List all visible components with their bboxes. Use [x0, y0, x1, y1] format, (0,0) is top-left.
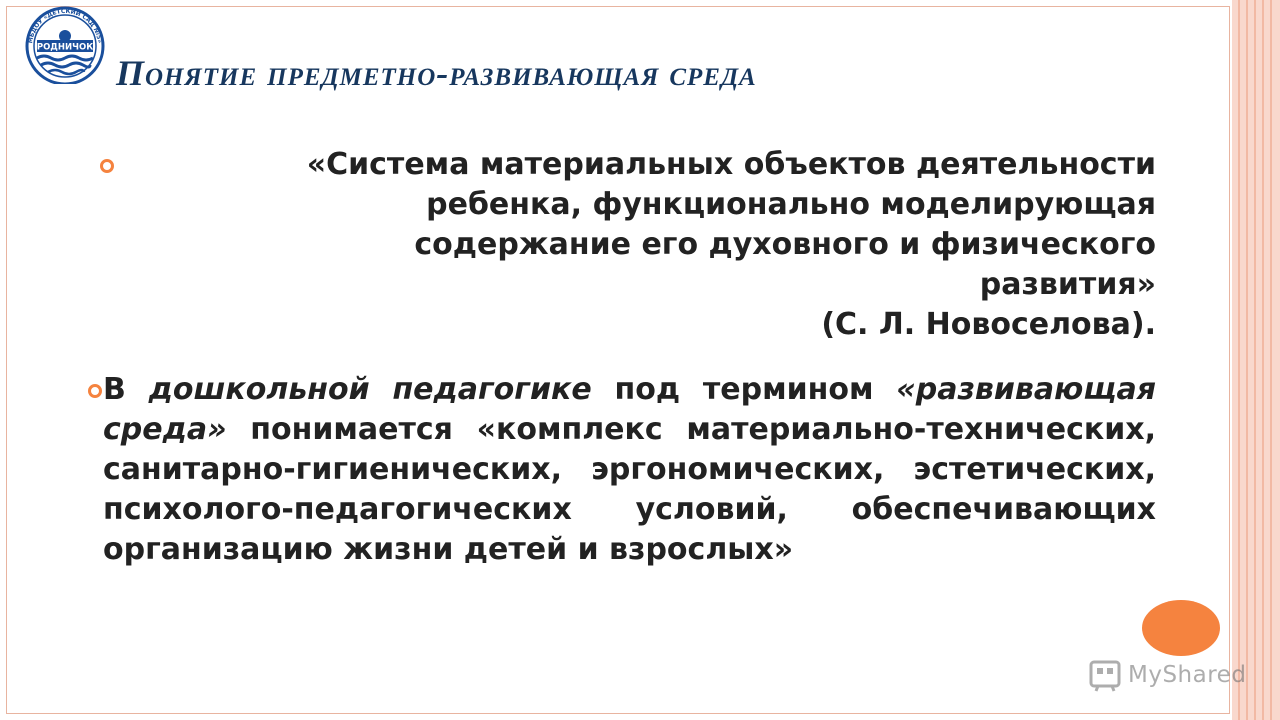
definition-paragraph: [103, 370, 1156, 570]
logo-name: РОДНИЧОК: [36, 42, 94, 53]
definition-quote: [122, 145, 1156, 345]
decorative-circle: [1142, 600, 1220, 656]
paragraph-segment: под термином: [591, 372, 897, 407]
bullet-dot-icon: [88, 384, 102, 398]
paragraph-segment-italic: дошкольной педагогике: [148, 372, 592, 407]
quote-line: ребенка, функционально моделирующая: [426, 187, 1156, 222]
paragraph-segment: В: [103, 372, 149, 407]
quote-line: развития»: [979, 267, 1156, 302]
slide-frame: [6, 6, 1230, 714]
quote-author: (С. Л. Новоселова).: [821, 307, 1156, 342]
quote-line: содержание его духовного и физического: [414, 227, 1156, 262]
quote-line: «Система материальных объектов деятельности: [306, 147, 1156, 182]
watermark-text: MyShared: [1128, 662, 1247, 688]
paragraph-segment-italic: «развивающая среда»: [103, 372, 1156, 447]
slide-title: Понятие предметно-развивающая среда: [116, 53, 757, 93]
bullet-dot-icon: [100, 159, 114, 173]
logo-arc-text: МБДОУ «ДЕТСКИЙ САД №5»: [27, 7, 103, 44]
myshared-logo-icon: [1088, 658, 1122, 692]
decorative-stripes: [1232, 0, 1280, 720]
paragraph-segment: понимается «комплекс материально-технических, санитарно-гигиенических, эргономических, эстетических, психолого-педагогических условий, обеспечивающих организацию жизни детей и взрослых»: [103, 412, 1156, 567]
kindergarten-logo: [22, 4, 108, 84]
watermark: [1088, 656, 1246, 694]
